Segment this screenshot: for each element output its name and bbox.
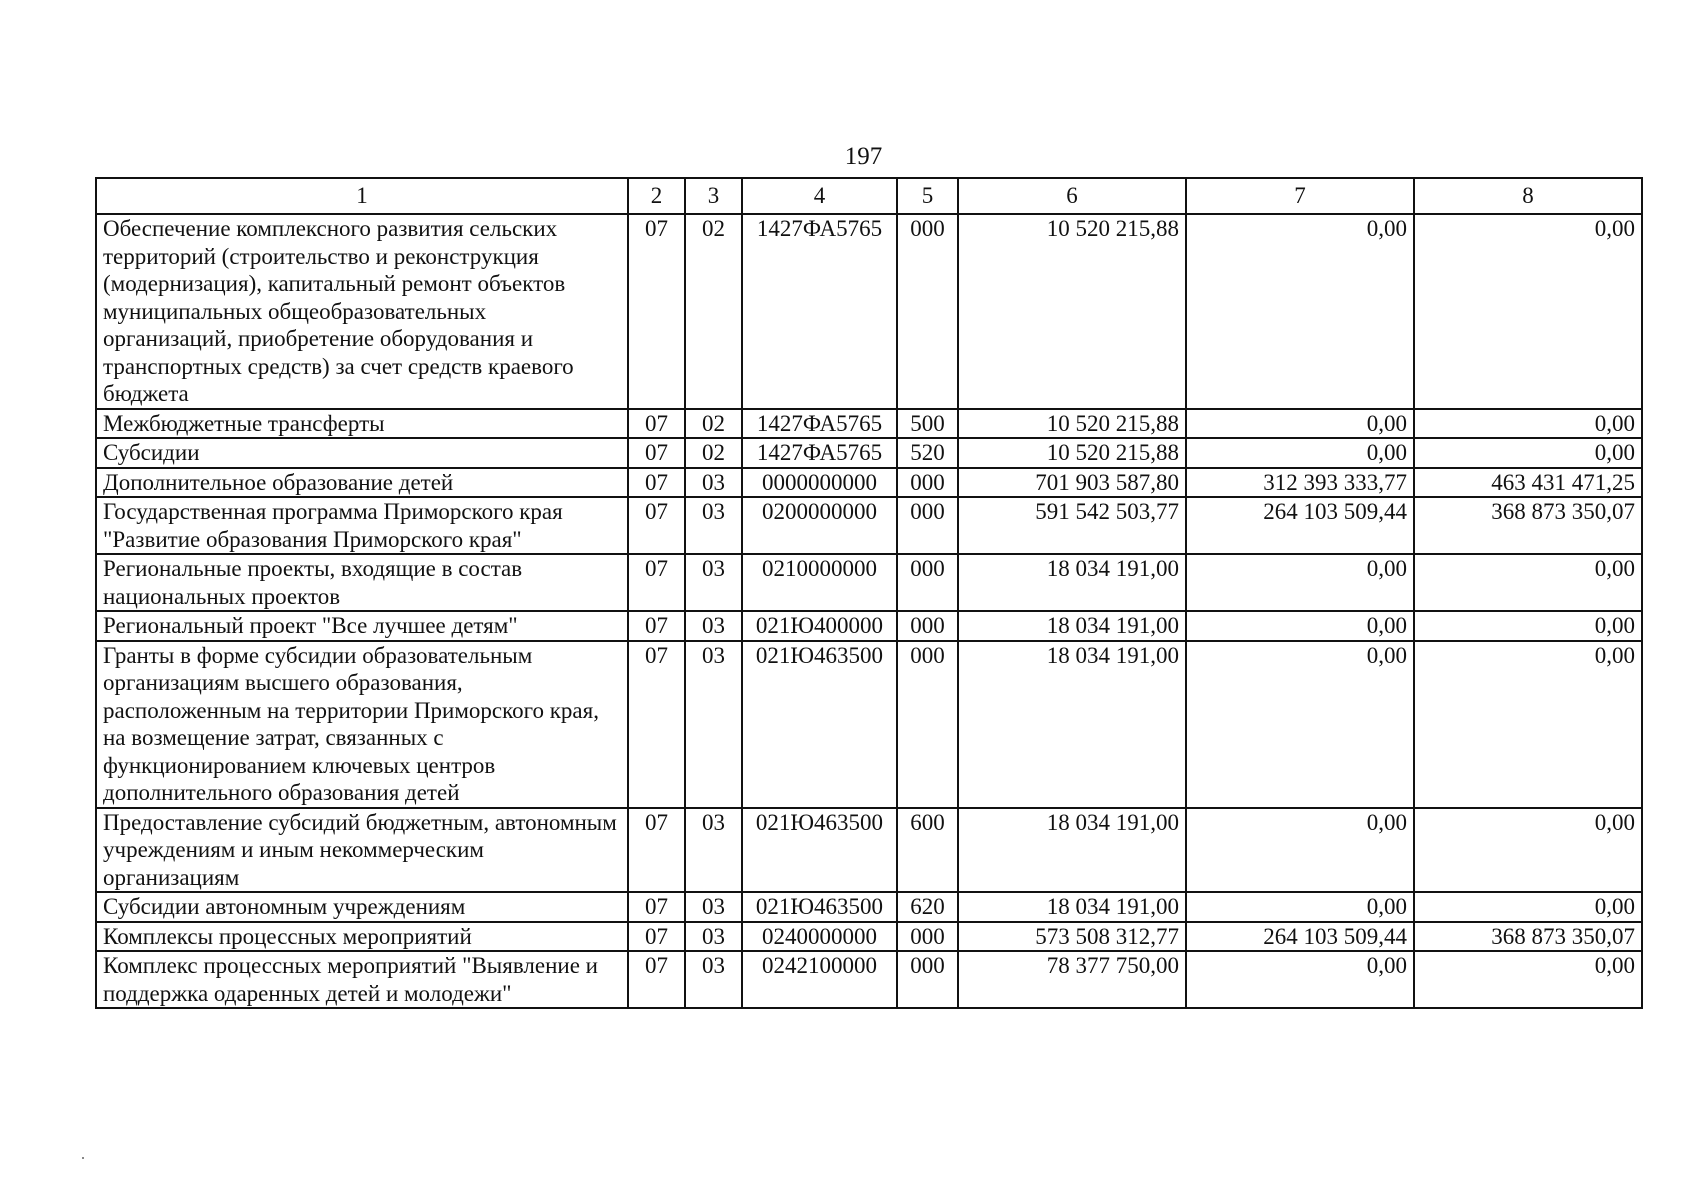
row-name-cell: Комплексы процессных мероприятий	[96, 922, 628, 952]
amount-col6-cell: 10 520 215,88	[958, 409, 1186, 439]
target-article-cell: 1427ФА5765	[742, 438, 897, 468]
expense-type-cell: 000	[897, 497, 958, 554]
amount-col8-cell: 368 873 350,07	[1414, 497, 1642, 554]
row-name-cell: Межбюджетные трансферты	[96, 409, 628, 439]
expense-type-cell: 000	[897, 611, 958, 641]
amount-col6-cell: 10 520 215,88	[958, 438, 1186, 468]
amount-col8-cell: 0,00	[1414, 892, 1642, 922]
subsection-cell: 03	[685, 468, 742, 498]
table-row	[96, 808, 1642, 893]
amount-col6-cell: 78 377 750,00	[958, 951, 1186, 1008]
column-header: 4	[742, 178, 897, 214]
amount-col6-cell: 18 034 191,00	[958, 641, 1186, 808]
amount-col8-cell: 0,00	[1414, 554, 1642, 611]
amount-col8-cell: 463 431 471,25	[1414, 468, 1642, 498]
page-number: 197	[844, 143, 883, 170]
section-cell: 07	[628, 892, 685, 922]
target-article-cell: 0240000000	[742, 922, 897, 952]
column-header: 1	[96, 178, 628, 214]
section-cell: 07	[628, 214, 685, 409]
row-name-cell: Предоставление субсидий бюджетным, автономным учреждениям и иным некоммерческим организациям	[96, 808, 628, 893]
section-cell: 07	[628, 808, 685, 893]
section-cell: 07	[628, 922, 685, 952]
row-name-cell: Региональные проекты, входящие в состав национальных проектов	[96, 554, 628, 611]
subsection-cell: 03	[685, 641, 742, 808]
amount-col7-cell: 0,00	[1186, 641, 1414, 808]
expense-type-cell: 000	[897, 641, 958, 808]
amount-col8-cell: 0,00	[1414, 611, 1642, 641]
subsection-cell: 03	[685, 554, 742, 611]
amount-col8-cell: 0,00	[1414, 641, 1642, 808]
table-row	[96, 214, 1642, 409]
amount-col7-cell: 0,00	[1186, 438, 1414, 468]
table-row	[96, 409, 1642, 439]
subsection-cell: 03	[685, 611, 742, 641]
expense-type-cell: 000	[897, 214, 958, 409]
section-cell: 07	[628, 611, 685, 641]
amount-col8-cell: 0,00	[1414, 808, 1642, 893]
table-row	[96, 468, 1642, 498]
expense-type-cell: 000	[897, 951, 958, 1008]
target-article-cell: 0242100000	[742, 951, 897, 1008]
table-row	[96, 892, 1642, 922]
amount-col8-cell: 0,00	[1414, 214, 1642, 409]
amount-col7-cell: 264 103 509,44	[1186, 922, 1414, 952]
expense-type-cell: 000	[897, 554, 958, 611]
subsection-cell: 02	[685, 409, 742, 439]
section-cell: 07	[628, 468, 685, 498]
expense-type-cell: 620	[897, 892, 958, 922]
row-name-cell: Субсидии автономным учреждениям	[96, 892, 628, 922]
table-row	[96, 611, 1642, 641]
amount-col8-cell: 368 873 350,07	[1414, 922, 1642, 952]
row-name-cell: Региональный проект "Все лучшее детям"	[96, 611, 628, 641]
amount-col7-cell: 312 393 333,77	[1186, 468, 1414, 498]
amount-col7-cell: 0,00	[1186, 808, 1414, 893]
column-header: 8	[1414, 178, 1642, 214]
amount-col6-cell: 18 034 191,00	[958, 611, 1186, 641]
target-article-cell: 1427ФА5765	[742, 409, 897, 439]
target-article-cell: 021Ю463500	[742, 641, 897, 808]
row-name-cell: Дополнительное образование детей	[96, 468, 628, 498]
amount-col8-cell: 0,00	[1414, 438, 1642, 468]
subsection-cell: 02	[685, 214, 742, 409]
row-name-cell: Государственная программа Приморского края "Развитие образования Приморского края"	[96, 497, 628, 554]
amount-col8-cell: 0,00	[1414, 951, 1642, 1008]
section-cell: 07	[628, 641, 685, 808]
subsection-cell: 03	[685, 951, 742, 1008]
amount-col7-cell: 0,00	[1186, 951, 1414, 1008]
column-header: 5	[897, 178, 958, 214]
target-article-cell: 021Ю400000	[742, 611, 897, 641]
section-cell: 07	[628, 438, 685, 468]
table-row	[96, 497, 1642, 554]
amount-col7-cell: 0,00	[1186, 554, 1414, 611]
table-header-row	[96, 178, 1642, 214]
amount-col6-cell: 18 034 191,00	[958, 808, 1186, 893]
amount-col7-cell: 0,00	[1186, 409, 1414, 439]
amount-col8-cell: 0,00	[1414, 409, 1642, 439]
amount-col7-cell: 0,00	[1186, 214, 1414, 409]
subsection-cell: 03	[685, 808, 742, 893]
expense-type-cell: 000	[897, 922, 958, 952]
amount-col6-cell: 18 034 191,00	[958, 554, 1186, 611]
target-article-cell: 0000000000	[742, 468, 897, 498]
subsection-cell: 03	[685, 892, 742, 922]
table-row	[96, 951, 1642, 1008]
table-row	[96, 438, 1642, 468]
column-header: 3	[685, 178, 742, 214]
expense-type-cell: 520	[897, 438, 958, 468]
subsection-cell: 03	[685, 497, 742, 554]
table-row	[96, 641, 1642, 808]
section-cell: 07	[628, 951, 685, 1008]
table-row	[96, 554, 1642, 611]
expense-type-cell: 600	[897, 808, 958, 893]
amount-col7-cell: 0,00	[1186, 611, 1414, 641]
column-header: 7	[1186, 178, 1414, 214]
section-cell: 07	[628, 409, 685, 439]
column-header: 6	[958, 178, 1186, 214]
scan-speck	[82, 1157, 84, 1159]
amount-col6-cell: 573 508 312,77	[958, 922, 1186, 952]
target-article-cell: 0200000000	[742, 497, 897, 554]
target-article-cell: 021Ю463500	[742, 808, 897, 893]
section-cell: 07	[628, 497, 685, 554]
amount-col7-cell: 0,00	[1186, 892, 1414, 922]
target-article-cell: 021Ю463500	[742, 892, 897, 922]
row-name-cell: Субсидии	[96, 438, 628, 468]
target-article-cell: 1427ФА5765	[742, 214, 897, 409]
table-row	[96, 922, 1642, 952]
subsection-cell: 02	[685, 438, 742, 468]
row-name-cell: Комплекс процессных мероприятий "Выявление и поддержка одаренных детей и молодежи"	[96, 951, 628, 1008]
expense-type-cell: 000	[897, 468, 958, 498]
column-header: 2	[628, 178, 685, 214]
budget-table	[95, 177, 1643, 1009]
amount-col6-cell: 591 542 503,77	[958, 497, 1186, 554]
row-name-cell: Гранты в форме субсидии образовательным организациям высшего образования, расположенным на территории Приморского края, на возмещение затрат, связанных с функционированием ключевых центров дополнительного образования детей	[96, 641, 628, 808]
section-cell: 07	[628, 554, 685, 611]
amount-col6-cell: 18 034 191,00	[958, 892, 1186, 922]
amount-col7-cell: 264 103 509,44	[1186, 497, 1414, 554]
amount-col6-cell: 10 520 215,88	[958, 214, 1186, 409]
row-name-cell: Обеспечение комплексного развития сельских территорий (строительство и реконструкция (модернизация), капитальный ремонт объектов муниципальных общеобразовательных организаций, приобретение оборудования и транспортных средств) за счет средств краевого бюджета	[96, 214, 628, 409]
target-article-cell: 0210000000	[742, 554, 897, 611]
amount-col6-cell: 701 903 587,80	[958, 468, 1186, 498]
subsection-cell: 03	[685, 922, 742, 952]
expense-type-cell: 500	[897, 409, 958, 439]
